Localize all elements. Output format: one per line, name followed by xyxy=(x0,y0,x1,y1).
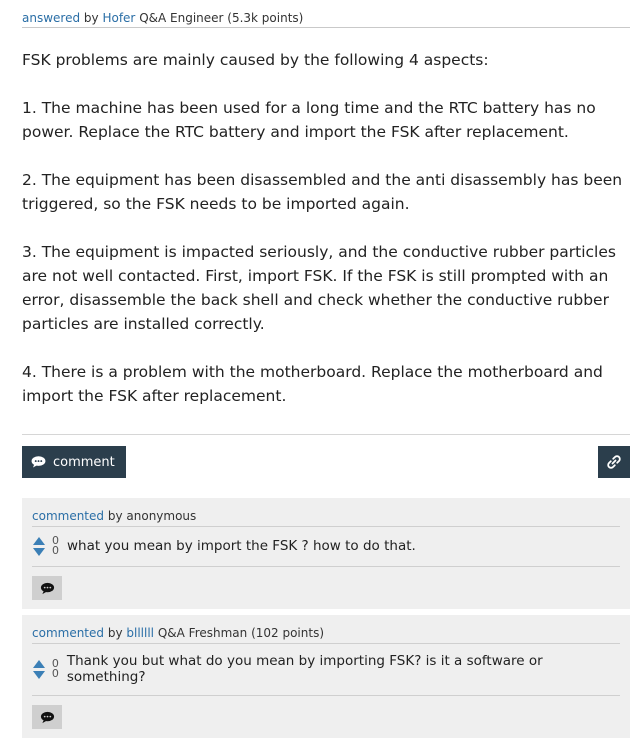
vote-down-count: 0 xyxy=(52,544,59,557)
author-link[interactable]: Hofer xyxy=(102,11,136,25)
comment-author-role: Q&A Freshman (102 points) xyxy=(157,626,325,640)
comment-text: Thank you but what do you mean by importing FSK? is it a software or something? xyxy=(66,653,543,685)
answer-action-bar xyxy=(22,434,630,478)
answer-meta xyxy=(22,0,630,28)
comment-item xyxy=(22,498,630,609)
comment-author: anonymous xyxy=(126,509,197,523)
comment-button-label: comment xyxy=(53,454,115,470)
answer-body xyxy=(22,48,630,408)
share-link-button[interactable] xyxy=(598,446,630,478)
by-text: by xyxy=(107,509,123,523)
answer-paragraph: 4. There is a problem with the motherboard. Replace the motherboard and import the FSK after replacement. xyxy=(22,363,603,405)
commented-link[interactable]: commented xyxy=(32,509,105,523)
comment-author-link[interactable]: bllllll xyxy=(126,626,155,640)
speech-bubble-icon xyxy=(40,582,55,595)
vote-control xyxy=(32,537,46,556)
vote-control xyxy=(32,660,46,679)
answer-paragraph: FSK problems are mainly caused by the following 4 aspects: xyxy=(22,51,489,69)
answered-link[interactable]: answered xyxy=(22,11,81,25)
by-text: by xyxy=(83,11,99,25)
speech-bubble-icon xyxy=(31,456,46,468)
comment-row xyxy=(32,644,620,696)
vote-counts xyxy=(52,536,59,556)
answer-paragraph: 3. The equipment is impacted seriously, and the conductive rubber particles are not well contacted. First, import FSK. If the FSK is still prompted with an error, disassemble the back shell and check whether the conductive rubber particles are installed correctly. xyxy=(22,243,616,333)
by-text: by xyxy=(107,626,123,640)
reply-comment-button[interactable] xyxy=(32,705,62,729)
vote-up-count: 0 xyxy=(51,657,59,670)
answer-paragraph: 2. The equipment has been disassembled and the anti disassembly has been triggered, so the FSK needs to be imported again. xyxy=(22,171,623,213)
comment-button[interactable] xyxy=(22,446,126,478)
link-icon xyxy=(606,454,622,470)
answer-paragraph: 1. The machine has been used for a long time and the RTC battery has no power. Replace the RTC battery and import the FSK after replacement. xyxy=(22,99,596,141)
vote-down-icon[interactable] xyxy=(33,548,45,556)
commented-link[interactable]: commented xyxy=(32,626,105,640)
comment-row xyxy=(32,527,620,567)
comment-meta xyxy=(32,626,620,644)
reply-comment-button[interactable] xyxy=(32,576,62,600)
vote-down-icon[interactable] xyxy=(33,671,45,679)
answer-container xyxy=(22,0,630,738)
vote-up-count: 0 xyxy=(52,534,59,547)
speech-bubble-icon xyxy=(40,711,55,724)
vote-up-icon[interactable] xyxy=(33,660,45,668)
vote-up-icon[interactable] xyxy=(33,537,45,545)
vote-counts xyxy=(52,659,59,679)
comment-item xyxy=(22,615,630,738)
comment-meta xyxy=(32,509,620,527)
vote-down-count: 0 xyxy=(51,667,59,680)
author-role: Q&A Engineer (5.3k points) xyxy=(139,11,304,25)
comment-text: what you mean by import the FSK ? how to do that. xyxy=(67,538,416,554)
